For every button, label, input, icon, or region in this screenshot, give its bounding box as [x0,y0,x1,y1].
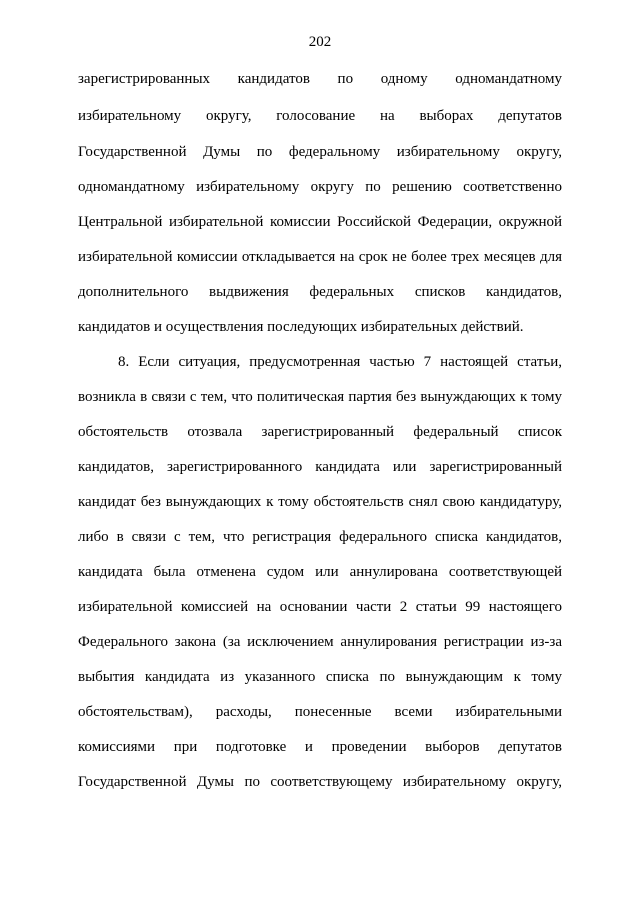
text-line-8: кандидатов и осуществления последующих избирательных действий. [78,319,524,335]
text-line-17: Федерального закона (за исключением аннулирования регистрации из-за [78,634,562,650]
text-line-14: либо в связи с тем, что регистрация федерального списка кандидатов, [78,529,562,545]
text-line-10: возникла в связи с тем, что политическая партия без вынуждающих к тому [78,389,562,405]
text-line-13: кандидат без вынуждающих к тому обстоятельств снял свою кандидатуру, [78,494,562,510]
text-line-1: зарегистрированных кандидатов по одному одномандатному [78,71,562,87]
text-line-18: выбытия кандидата из указанного списка по вынуждающим к тому [78,669,562,685]
text-line-16: избирательной комиссией на основании части 2 статьи 99 настоящего [78,599,562,615]
text-line-7: дополнительного выдвижения федеральных списков кандидатов, [78,284,562,300]
text-line-15: кандидата была отменена судом или аннулирована соответствующей [78,564,562,580]
text-line-3: Государственной Думы по федеральному избирательному округу, [78,144,562,160]
text-line-2: избирательному округу, голосование на выборах депутатов [78,108,562,124]
page-number: 202 [308,34,332,50]
text-line-19: обстоятельствам), расходы, понесенные всеми избирательными [78,704,562,720]
text-line-21: Государственной Думы по соответствующему избирательному округу, [78,774,562,790]
text-line-9: 8. Если ситуация, предусмотренная частью 7 настоящей статьи, [118,354,562,370]
text-line-6: избирательной комиссии откладывается на срок не более трех месяцев для [78,249,562,265]
text-line-12: кандидатов, зарегистрированного кандидата или зарегистрированный [78,459,562,475]
text-line-5: Центральной избирательной комиссии Российской Федерации, окружной [78,214,562,230]
text-line-4: одномандатному избирательному округу по решению соответственно [78,179,562,195]
text-line-20: комиссиями при подготовке и проведении выборов депутатов [78,739,562,755]
text-line-11: обстоятельств отозвала зарегистрированный федеральный список [78,424,562,440]
